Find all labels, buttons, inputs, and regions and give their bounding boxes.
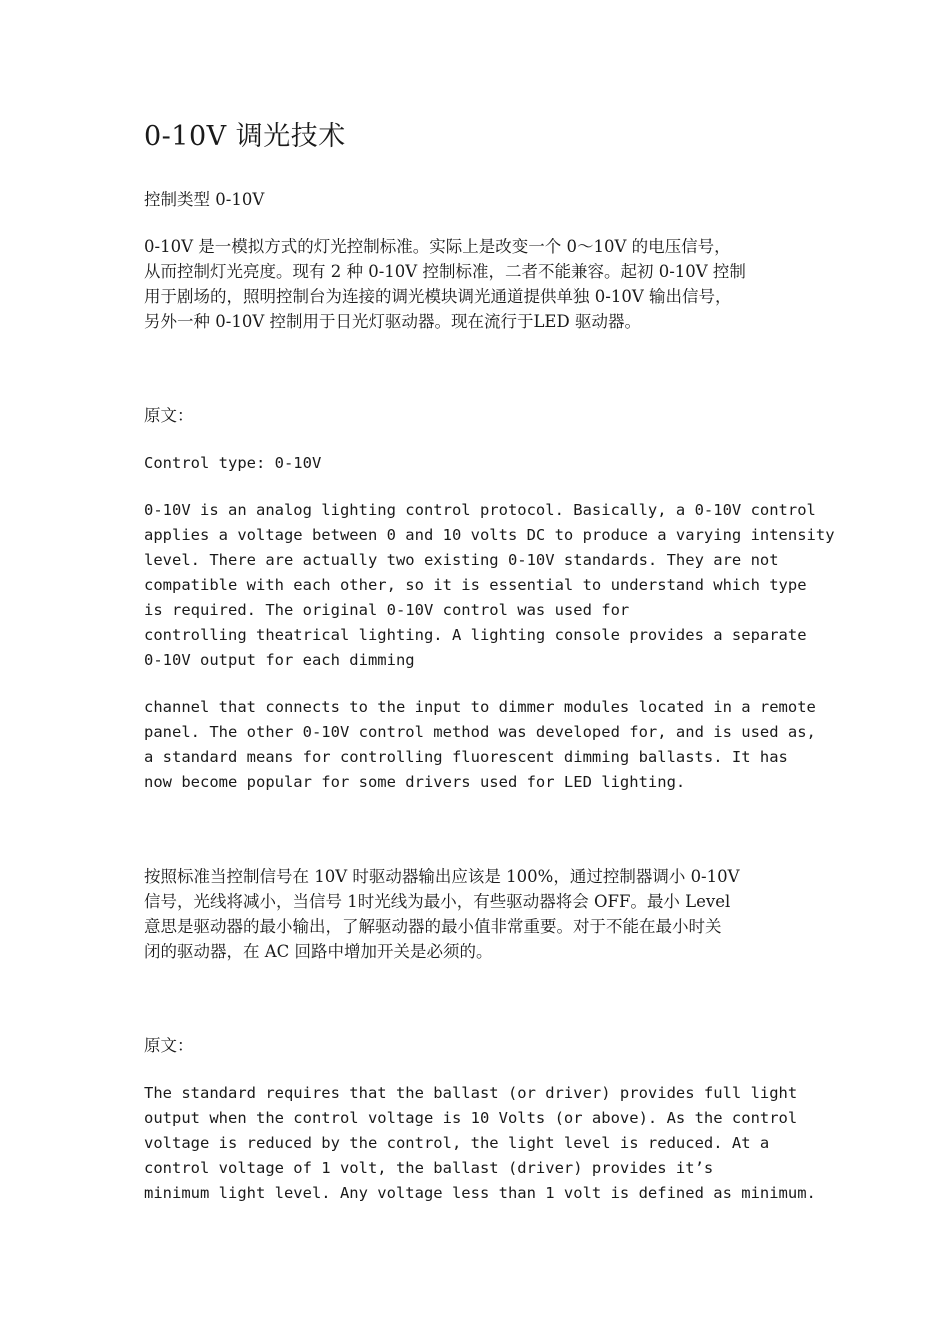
zh-paragraph-1-line-4: 另外一种 0-10V 控制用于日光灯驱动器。现在流行于LED 驱动器。 <box>144 312 641 331</box>
en-paragraph-2-line-2: panel. The other 0-10V control method was developed for, and is used as, <box>144 723 816 741</box>
en-paragraph-2-line-3: a standard means for controlling fluorescent dimming ballasts. It has <box>144 748 788 766</box>
zh-paragraph-1-line-1: 0-10V 是一模拟方式的灯光控制标准。实际上是改变一个 0～10V 的电压信号， <box>144 237 731 256</box>
zh-paragraph-2-line-1: 按照标准当控制信号在 10V 时驱动器输出应该是 100%，通过控制器调小 0-10V <box>144 867 740 886</box>
zh-paragraph-2-line-2: 信号，光线将减小，当信号 1时光线为最小，有些驱动器将会 OFF。最小 Level <box>144 892 731 911</box>
en-paragraph-1-line-4: compatible with each other, so it is essential to understand which type <box>144 576 807 594</box>
en-paragraph-1-line-2: applies a voltage between 0 and 10 volts DC to produce a varying intensity <box>144 526 835 544</box>
zh-paragraph-2-line-4: 闭的驱动器，在 AC 回路中增加开关是必须的。 <box>144 942 493 961</box>
en-paragraph-1-line-5: is required. The original 0-10V control was used for <box>144 601 630 619</box>
zh-paragraph-1-line-2: 从而控制灯光亮度。现有 2 种 0-10V 控制标准，二者不能兼容。起初 0-10V 控制 <box>144 262 746 281</box>
en-paragraph-2-line-1: channel that connects to the input to dimmer modules located in a remote <box>144 698 816 716</box>
en-paragraph-3-line-1: The standard requires that the ballast (or driver) provides full light <box>144 1084 798 1102</box>
en-paragraph-3-line-5: minimum light level. Any voltage less than 1 volt is defined as minimum. <box>144 1184 816 1202</box>
en-paragraph-3-line-4: control voltage of 1 volt, the ballast (driver) provides it’s <box>144 1159 714 1177</box>
en-paragraph-1-line-7: 0-10V output for each dimming <box>144 651 415 669</box>
zh-paragraph-1-line-3: 用于剧场的，照明控制台为连接的调光模块调光通道提供单独 0-10V 输出信号， <box>144 287 732 306</box>
source-label-2: 原文： <box>144 1036 194 1055</box>
source-label-1: 原文： <box>144 406 194 425</box>
en-paragraph-1-line-1: 0-10V is an analog lighting control protocol. Basically, a 0-10V control <box>144 501 816 519</box>
en-control-type-label: Control type: 0-10V <box>144 454 322 472</box>
en-paragraph-2-line-4: now become popular for some drivers used for LED lighting. <box>144 773 686 791</box>
en-paragraph-3-line-2: output when the control voltage is 10 Volts (or above). As the control <box>144 1109 798 1127</box>
en-paragraph-3-line-3: voltage is reduced by the control, the light level is reduced. At a <box>144 1134 770 1152</box>
en-paragraph-1-line-3: level. There are actually two existing 0-10V standards. They are not <box>144 551 779 569</box>
document-title: 0-10V 调光技术 <box>144 121 346 152</box>
control-type-label: 控制类型 0-10V <box>144 190 265 209</box>
en-paragraph-1-line-6: controlling theatrical lighting. A lighting console provides a separate <box>144 626 807 644</box>
zh-paragraph-2-line-3: 意思是驱动器的最小输出，了解驱动器的最小值非常重要。对于不能在最小时关 <box>144 917 722 936</box>
